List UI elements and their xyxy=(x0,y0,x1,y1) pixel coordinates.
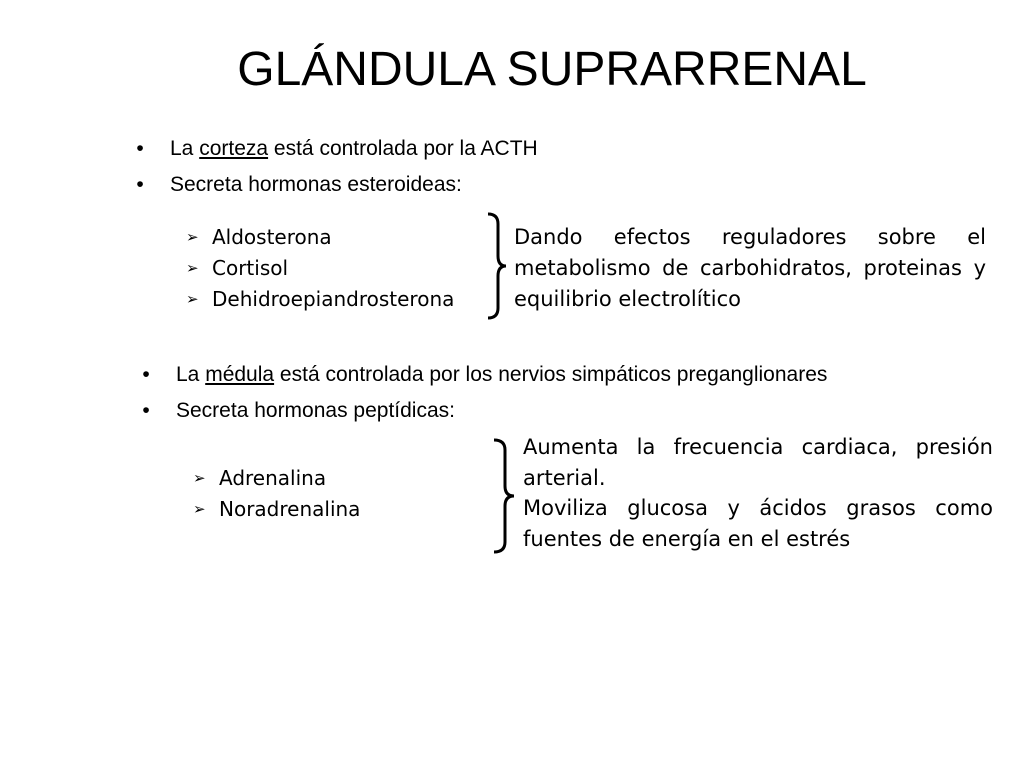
list-item xyxy=(186,284,454,315)
hormone-name: Aldosterona xyxy=(212,225,332,249)
hormone-name: Noradrenalina xyxy=(219,497,361,521)
right-brace-icon xyxy=(490,436,518,556)
arrow-bullet-icon: ➢ xyxy=(186,290,199,308)
arrow-bullet-icon: ➢ xyxy=(186,228,199,246)
bullet-text-before: La xyxy=(176,363,206,386)
bullet-text-before: La xyxy=(170,137,200,160)
bullet-text: Secreta hormonas peptídicas: xyxy=(176,399,455,422)
arrow-bullet-icon: ➢ xyxy=(186,259,199,277)
cortex-effects-text: Dando efectos reguladores sobre el metabolismo de carbohidratos, proteinas y equilibrio electrolítico xyxy=(514,225,986,311)
bullet-text-after: está controlada por los nervios simpáticos preganglionares xyxy=(274,363,828,386)
bullet-medula-secretes xyxy=(142,398,455,424)
medula-term: médula xyxy=(205,363,275,386)
list-item xyxy=(186,253,454,284)
hormone-name: Adrenalina xyxy=(219,466,327,490)
list-item xyxy=(193,494,360,525)
slide-title: GLÁNDULA SUPRARRENAL xyxy=(237,43,867,96)
hormone-name: Dehidroepiandrosterona xyxy=(212,287,455,311)
steroid-hormone-list xyxy=(186,222,454,315)
bullet-corteza-control xyxy=(136,136,538,162)
peptide-hormone-list xyxy=(193,463,360,525)
list-item xyxy=(186,222,454,253)
arrow-bullet-icon: ➢ xyxy=(193,500,206,518)
medulla-effects-text-2: Moviliza glucosa y ácidos grasos como fuentes de energía en el estrés xyxy=(523,496,993,551)
list-item xyxy=(193,463,360,494)
bullet-dot: • xyxy=(136,137,144,160)
corteza-term: corteza xyxy=(199,137,269,160)
bullet-medula-control xyxy=(142,362,828,388)
bullet-dot: • xyxy=(142,363,150,386)
bullet-text-after: está controlada por la ACTH xyxy=(268,137,538,160)
right-brace-icon xyxy=(484,210,510,322)
bullet-corteza-secretes xyxy=(136,172,462,198)
bullet-text: Secreta hormonas esteroideas: xyxy=(170,173,462,196)
bullet-dot: • xyxy=(136,173,144,196)
arrow-bullet-icon: ➢ xyxy=(193,469,206,487)
medulla-effects-text-1: Aumenta la frecuencia cardiaca, presión arterial. xyxy=(523,435,993,490)
hormone-name: Cortisol xyxy=(212,256,289,280)
bullet-dot: • xyxy=(142,399,150,422)
